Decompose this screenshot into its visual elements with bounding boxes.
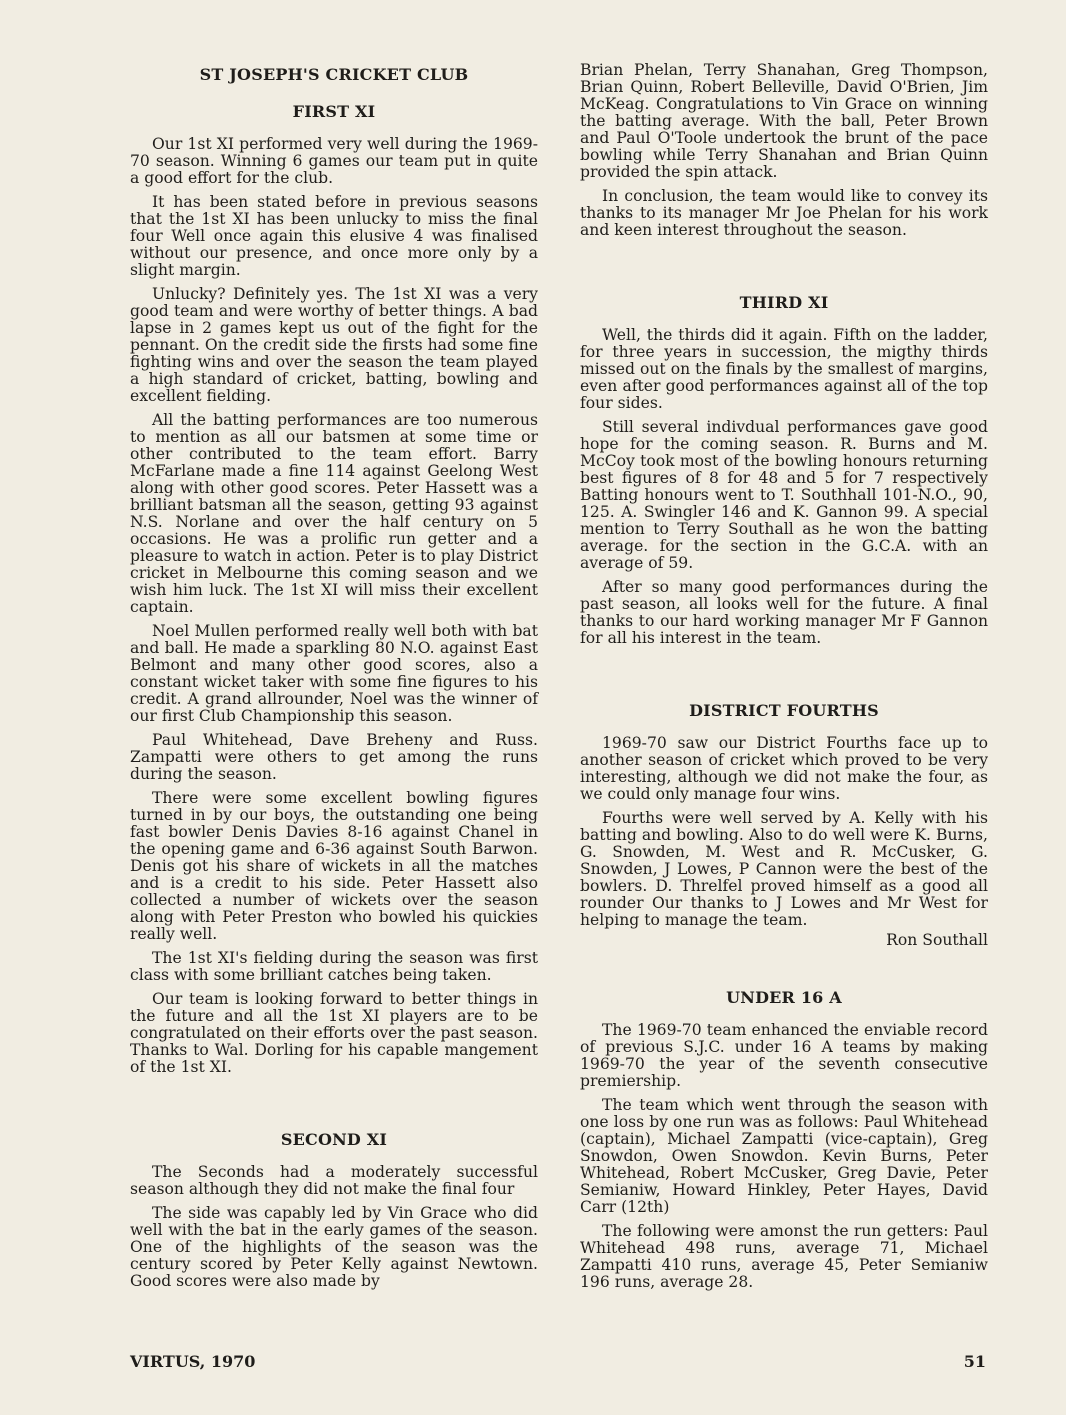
district-fourths-paragraph: Fourths were well served by A. Kelly with his batting and bowling. Also to do well were K. Burns, G. Snowden, M. West and R. McCusker, G. Snowden, J Lowes, P Cannon were the best of the bowlers. D. Threlfel proved himself as a good all rounder Our thanks to J Lowes and Mr West for helping to manage the team. [580, 809, 988, 929]
left-column [130, 62, 538, 1297]
under-16a-heading: UNDER 16 A [726, 988, 842, 1007]
under-16a-paragraph: The following were amonst the run getters: Paul Whitehead 498 runs, average 71, Michael Zampatti 410 runs, average 45, Peter Semianiw 196 runs, average 28. [580, 1222, 988, 1291]
first-xi-paragraph: Our 1st XI performed very well during the 1969-70 season. Winning 6 games our team put in quite a good effort for the club. [130, 135, 538, 187]
first-xi-paragraph: Unlucky? Definitely yes. The 1st XI was a very good team and were worthy of better things. A bad lapse in 2 games kept us out of the fight for the pennant. On the credit side the firsts had some fine fighting wins and over the season the team played a high standard of cricket, batting, bowling and excellent fielding. [130, 285, 538, 405]
author-signature: Ron Southall [886, 931, 988, 949]
first-xi-heading: FIRST XI [292, 102, 376, 121]
second-xi-continued-paragraph: Brian Phelan, Terry Shanahan, Greg Thompson, Brian Quinn, Robert Belleville, David O'Brien, Jim McKeag. Congratulations to Vin Grace on winning the batting average. With the ball, Peter Brown and Paul O'Toole undertook the brunt of the pace bowling while Terry Shanahan and Brian Quinn provided the spin attack. [580, 61, 988, 181]
first-xi-paragraph: The 1st XI's fielding during the season was first class with some brilliant catches being taken. [130, 949, 538, 984]
district-fourths-heading: DISTRICT FOURTHS [689, 701, 879, 720]
first-xi-paragraph: Paul Whitehead, Dave Breheny and Russ. Zampatti were others to get among the runs during the season. [130, 731, 538, 783]
club-title: ST JOSEPH'S CRICKET CLUB [199, 65, 469, 84]
first-xi-paragraph: It has been stated before in previous seasons that the 1st XI has been unlucky to miss the final four Well once again this elusive 4 was finalised without our presence, and once more only by a slight margin. [130, 193, 538, 279]
under-16a-paragraph: The 1969-70 team enhanced the enviable record of previous S.J.C. under 16 A teams by making 1969-70 the year of the seventh consecutive premiership. [580, 1021, 988, 1090]
under-16a-paragraph: The team which went through the season with one loss by one run was as follows: Paul Whitehead (captain), Michael Zampatti (vice-captain), Greg Snowdon, Owen Snowdon. Kevin Burns, Peter Whitehead, Robert McCusker, Greg Davie, Peter Semianiw, Howard Hinkley, Peter Hayes, David Carr (12th) [580, 1096, 988, 1216]
second-xi-heading: SECOND XI [280, 1130, 388, 1149]
second-xi-paragraph: The side was capably led by Vin Grace who did well with the bat in the early games of the season. One of the highlights of the season was the century scored by Peter Kelly against Newtown. Good scores were also made by [130, 1204, 538, 1290]
first-xi-paragraph: Our team is looking forward to better things in the future and all the 1st XI players are to be congratulated on their efforts over the past season. Thanks to Wal. Dorling for his capable mangement of the 1st XI. [130, 990, 538, 1076]
first-xi-paragraph: There were some excellent bowling figures turned in by our boys, the outstanding one being fast bowler Denis Davies 8-16 against Chanel in the opening game and 6-36 against South Barwon. Denis got his share of wickets in all the matches and is a credit to his side. Peter Hassett also collected a number of wickets over the season along with Peter Preston who bowled his quickies really well. [130, 789, 538, 943]
publication-footer: VIRTUS, 1970 [130, 1352, 256, 1371]
first-xi-paragraph: All the batting performances are too numerous to mention as all our batsmen at some time or other contributed to the team effort. Barry McFarlane made a fine 114 against Geelong West along with other good scores. Peter Hassett was a brilliant batsman all the season, getting 93 against N.S. Norlane and over the half century on 5 occasions. He was a prolific run getter and a pleasure to watch in action. Peter is to play District cricket in Melbourne this coming season and we wish him luck. The 1st XI will miss their excellent captain. [130, 411, 538, 616]
right-column [580, 62, 988, 1298]
third-xi-heading: THIRD XI [739, 293, 829, 312]
third-xi-paragraph: Well, the thirds did it again. Fifth on the ladder, for three years in succession, the migthy thirds missed out on the finals by the smallest of margins, even after good performances against all of the top four sides. [580, 326, 988, 412]
second-xi-continued-paragraph: In conclusion, the team would like to convey its thanks to its manager Mr Joe Phelan for his work and keen interest throughout the season. [580, 187, 988, 239]
page-number: 51 [963, 1352, 986, 1371]
district-fourths-paragraph: 1969-70 saw our District Fourths face up to another season of cricket which proved to be very interesting, although we did not make the four, as we could only manage four wins. [580, 734, 988, 803]
third-xi-paragraph: After so many good performances during the past season, all looks well for the future. A final thanks to our hard working manager Mr F Gannon for all his interest in the team. [580, 578, 988, 647]
third-xi-paragraph: Still several indivdual performances gave good hope for the coming season. R. Burns and M. McCoy took most of the bowling honours returning best figures of 8 for 48 and 5 for 7 respectively Batting honours went to T. Southhall 101-N.O., 90, 125. A. Swingler 146 and K. Gannon 99. A special mention to Terry Southall as he won the batting average. for the section in the G.C.A. with an average of 59. [580, 418, 988, 572]
first-xi-paragraph: Noel Mullen performed really well both with bat and ball. He made a sparkling 80 N.O. against East Belmont and many other good scores, also a constant wicket taker with some fine figures to his credit. A grand allrounder, Noel was the winner of our first Club Championship this season. [130, 622, 538, 725]
second-xi-paragraph: The Seconds had a moderately successful season although they did not make the final four [130, 1163, 538, 1198]
